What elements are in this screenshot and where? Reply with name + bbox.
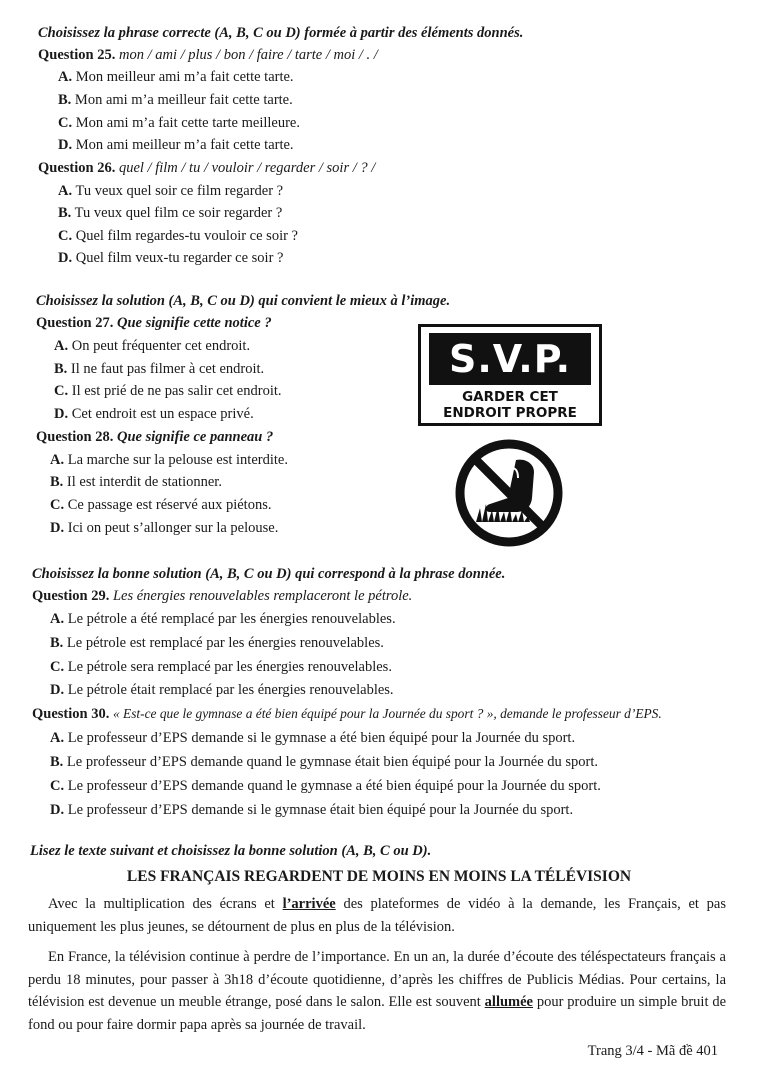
q25-option-b-text: Mon ami m’a meilleur fait cette tarte.	[74, 92, 293, 108]
section2-instruction: Choisissez la solution (A, B, C ou D) qui convient le mieux à l’image.	[36, 293, 451, 309]
reading-title: LES FRANÇAIS REGARDENT DE MOINS EN MOINS LA TÉLÉVISION	[126, 868, 632, 885]
q30-option-b[interactable]	[50, 751, 598, 774]
q30-option-d-text: Le professeur d’EPS demande si le gymnase était bien équipé pour la Journée du sport.	[67, 802, 574, 818]
q26-option-a[interactable]	[58, 180, 283, 203]
q25-option-d-letter: D.	[58, 137, 73, 153]
page-footer: Trang 3/4 - Mã đề 401	[587, 1043, 718, 1059]
q25-option-d-text: Mon ami meilleur m’a fait cette tarte.	[75, 137, 294, 153]
svp-sign-line2: ENDROIT PROPRE	[443, 405, 577, 421]
q28-option-a-text: La marche sur la pelouse est interdite.	[67, 452, 288, 468]
q26-option-b[interactable]	[58, 202, 282, 225]
q26-option-a-text: Tu veux quel soir ce film regarder ?	[75, 183, 284, 199]
q28-option-c[interactable]	[50, 494, 271, 517]
q29-option-d[interactable]	[50, 679, 394, 702]
q29-option-a-text: Le pétrole a été remplacé par les énergies renouvelables.	[67, 611, 396, 627]
no-walking-on-grass-sign-icon	[454, 438, 564, 548]
svp-notice-sign	[418, 324, 602, 426]
q27-option-d-letter: D.	[54, 406, 69, 422]
q30-option-a-text: Le professeur d’EPS demande si le gymnase a été bien équipé pour la Journée du sport.	[67, 730, 576, 746]
question-25	[38, 44, 378, 67]
q26-option-c-text: Quel film regardes-tu vouloir ce soir ?	[75, 228, 298, 244]
q28-option-a-letter: A.	[50, 452, 65, 468]
q29-option-c-text: Le pétrole sera remplacé par les énergies renouvelables.	[67, 659, 392, 675]
question-29	[32, 585, 412, 608]
q25-option-a-text: Mon meilleur ami m’a fait cette tarte.	[75, 69, 294, 85]
q26-option-a-letter: A.	[58, 183, 73, 199]
q29-option-b[interactable]	[50, 632, 384, 655]
q30-option-b-text: Le professeur d’EPS demande quand le gymnase était bien équipé pour la Journée du sport.	[66, 754, 599, 770]
reading-paragraph-1	[28, 893, 726, 938]
q27-option-c-letter: C.	[54, 383, 69, 399]
q28-option-a[interactable]	[50, 449, 288, 472]
question-27	[36, 312, 272, 335]
q28-option-c-letter: C.	[50, 497, 65, 513]
q30-option-d-letter: D.	[50, 802, 65, 818]
question-28	[36, 426, 273, 449]
reading-p1-underlined: l’arrivée	[282, 896, 336, 912]
q27-option-c[interactable]	[54, 380, 282, 403]
question-30-prompt: « Est-ce que le gymnase a été bien équipé pour la Journée du sport ? », demande le professeur d’EPS.	[112, 706, 662, 721]
q27-option-a-letter: A.	[54, 338, 69, 354]
q26-option-d-letter: D.	[58, 250, 73, 266]
reading-p2-underlined: allumée	[484, 994, 533, 1011]
q30-option-c-text: Le professeur d’EPS demande quand le gymnase a été bien équipé pour la Journée du sport.	[67, 778, 601, 794]
q28-option-d[interactable]	[50, 517, 278, 540]
q27-option-a[interactable]	[54, 335, 250, 358]
question-28-prompt: Que signifie ce panneau ?	[116, 429, 274, 445]
reading-p2-text-a: En France, la télévision continue à perdre de l’importance. En un an, la durée d’écoute des téléspectateurs français a perdu 18 minutes, pour passer à 3h18 d’écoute quotidienne, d’après les chiffres de Publicis Médias. Pour certains, la télévision est devenue un meuble étrange, posé dans le salon. Elle est souvent	[28, 949, 726, 1011]
q28-option-b-letter: B.	[50, 474, 64, 490]
q25-option-a-letter: A.	[58, 69, 73, 85]
q26-option-c[interactable]	[58, 225, 298, 248]
q28-option-b-text: Il est interdit de stationner.	[66, 474, 222, 490]
q27-option-b-letter: B.	[54, 361, 68, 377]
reading-p1-text-b: des plateformes de vidéo à la demande, les Français, et pas uniquement les plus jeunes, se détournent de plus en plus de la télévision.	[28, 896, 726, 935]
question-26-prompt: quel / film / tu / vouloir / regarder / soir / ? /	[118, 160, 376, 176]
q25-option-c-text: Mon ami m’a fait cette tarte meilleure.	[75, 115, 300, 131]
q30-option-c-letter: C.	[50, 778, 65, 794]
q26-option-b-text: Tu veux quel film ce soir regarder ?	[74, 205, 283, 221]
question-27-label: Question 27.	[36, 315, 114, 331]
q29-option-c[interactable]	[50, 656, 392, 679]
q26-option-c-letter: C.	[58, 228, 73, 244]
q25-option-a[interactable]	[58, 66, 294, 89]
question-29-label: Question 29.	[32, 588, 110, 604]
q29-option-d-letter: D.	[50, 682, 65, 698]
q30-option-c[interactable]	[50, 775, 601, 798]
q26-option-d-text: Quel film veux-tu regarder ce soir ?	[75, 250, 284, 266]
reading-paragraph-2	[28, 946, 726, 1036]
q29-option-b-letter: B.	[50, 635, 64, 651]
section3-instruction: Choisissez la bonne solution (A, B, C ou D) qui correspond à la phrase donnée.	[32, 566, 506, 582]
q27-option-d-text: Cet endroit est un espace privé.	[71, 406, 254, 422]
q26-option-b-letter: B.	[58, 205, 72, 221]
question-30-label: Question 30.	[32, 706, 110, 722]
q28-option-b[interactable]	[50, 471, 222, 494]
q29-option-c-letter: C.	[50, 659, 65, 675]
svp-sign-big-text: S.V.P.	[429, 333, 591, 385]
question-26	[38, 157, 375, 180]
q28-option-d-letter: D.	[50, 520, 65, 536]
question-25-prompt: mon / ami / plus / bon / faire / tarte / moi / . /	[118, 47, 378, 63]
q29-option-b-text: Le pétrole est remplacé par les énergies renouvelables.	[66, 635, 384, 651]
q30-option-a[interactable]	[50, 727, 575, 750]
q27-option-d[interactable]	[54, 403, 254, 426]
q27-option-a-text: On peut fréquenter cet endroit.	[71, 338, 251, 354]
q29-option-a[interactable]	[50, 608, 396, 631]
reading-instruction: Lisez le texte suivant et choisissez la bonne solution (A, B, C ou D).	[30, 843, 432, 859]
q25-option-b-letter: B.	[58, 92, 72, 108]
q25-option-d[interactable]	[58, 134, 294, 157]
q30-option-a-letter: A.	[50, 730, 65, 746]
q27-option-b[interactable]	[54, 358, 264, 381]
reading-p2-text-b: pour produire un simple bruit de fond ou pour faire dormir papa après sa journée de travail.	[28, 994, 727, 1033]
question-30	[32, 703, 662, 726]
q27-option-c-text: Il est prié de ne pas salir cet endroit.	[71, 383, 282, 399]
question-26-label: Question 26.	[38, 160, 116, 176]
question-27-prompt: Que signifie cette notice ?	[116, 315, 272, 331]
q30-option-d[interactable]	[50, 799, 573, 822]
q25-option-c[interactable]	[58, 112, 300, 135]
q25-option-c-letter: C.	[58, 115, 73, 131]
section1-instruction: Choisissez la phrase correcte (A, B, C ou D) formée à partir des éléments donnés.	[38, 25, 524, 41]
q26-option-d[interactable]	[58, 247, 283, 270]
q25-option-b[interactable]	[58, 89, 293, 112]
question-25-label: Question 25.	[38, 47, 116, 63]
q28-option-d-text: Ici on peut s’allonger sur la pelouse.	[67, 520, 279, 536]
q28-option-c-text: Ce passage est réservé aux piétons.	[67, 497, 272, 513]
reading-p1-text-a: Avec la multiplication des écrans et	[48, 896, 283, 912]
q30-option-b-letter: B.	[50, 754, 64, 770]
question-28-label: Question 28.	[36, 429, 114, 445]
q29-option-a-letter: A.	[50, 611, 65, 627]
question-29-prompt: Les énergies renouvelables remplaceront le pétrole.	[112, 588, 413, 604]
svp-sign-line1: GARDER CET	[462, 389, 558, 405]
q27-option-b-text: Il ne faut pas filmer à cet endroit.	[70, 361, 265, 377]
q29-option-d-text: Le pétrole était remplacé par les énergies renouvelables.	[67, 682, 394, 698]
